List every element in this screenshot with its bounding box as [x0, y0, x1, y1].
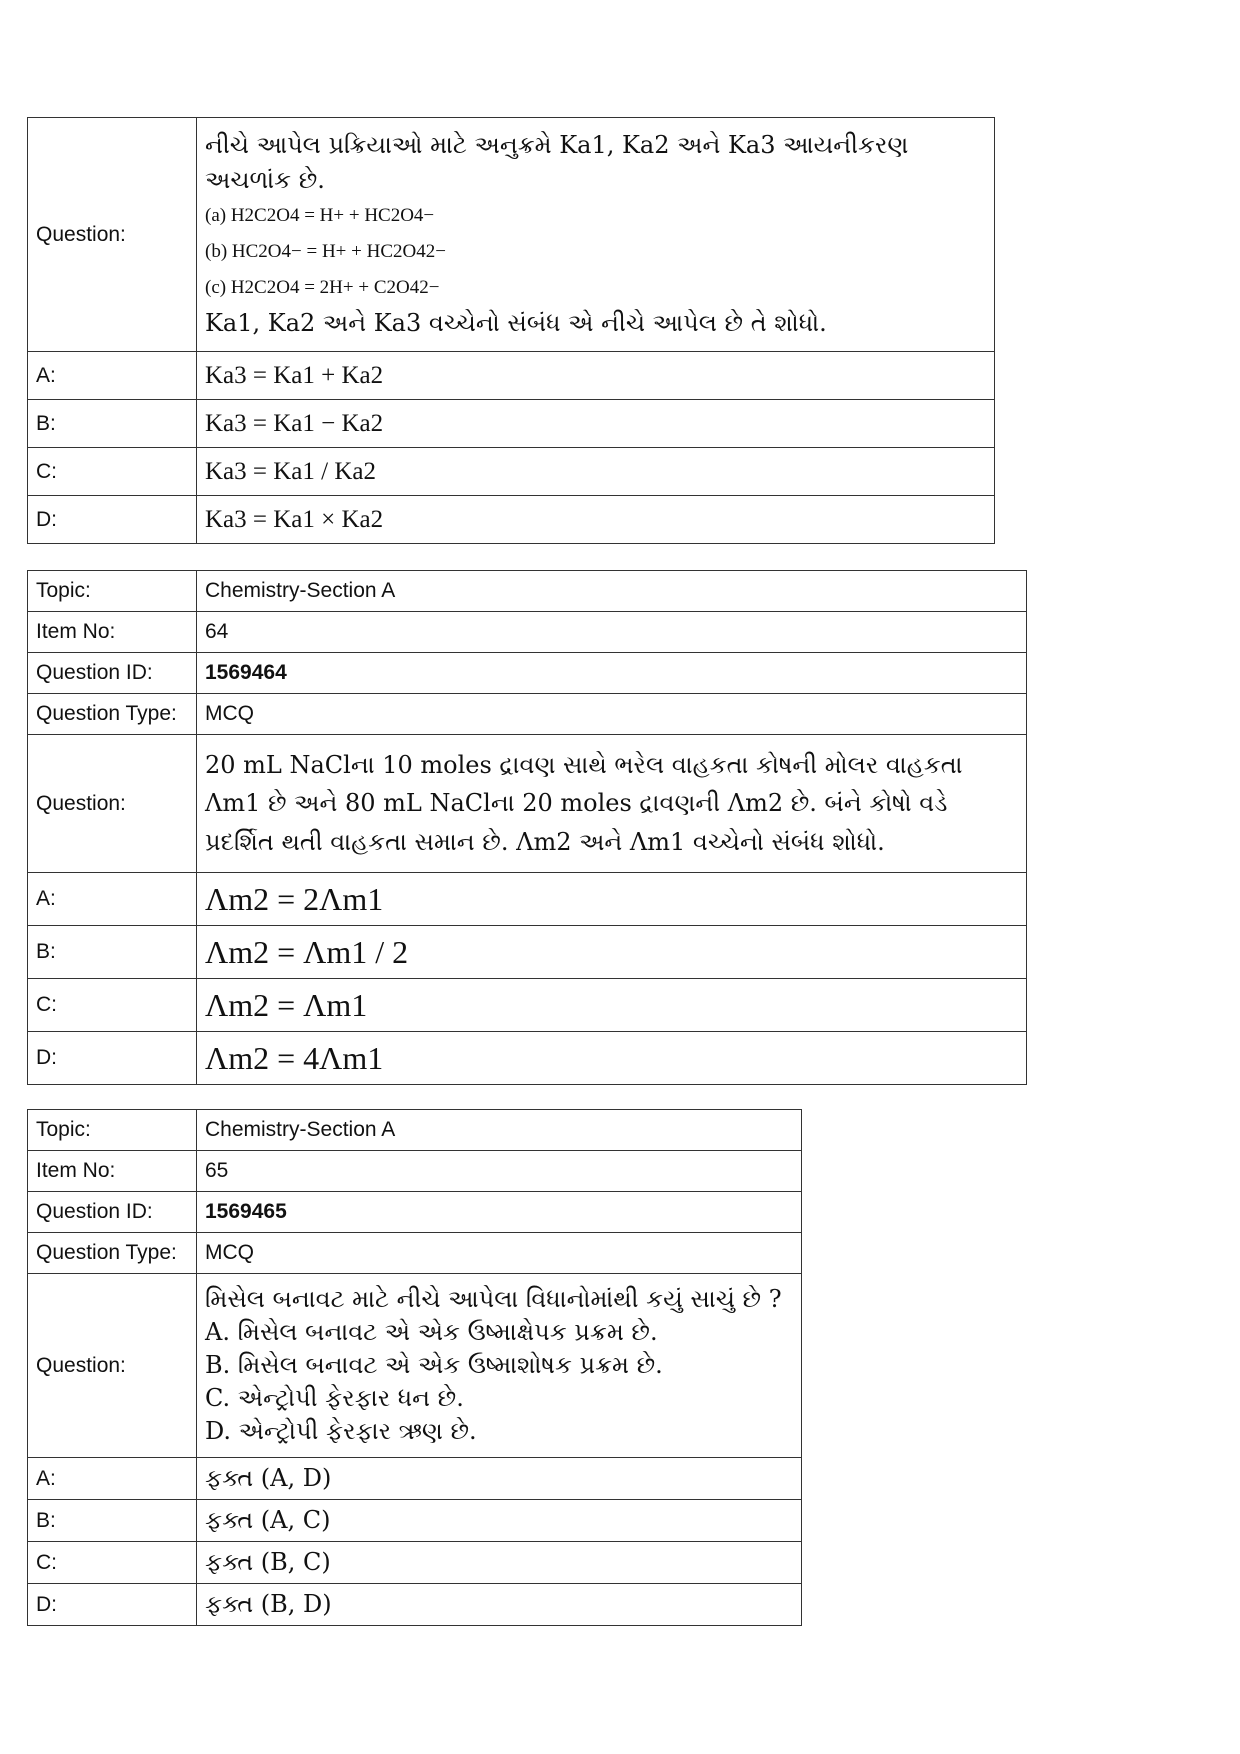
question-id-value	[197, 653, 1027, 694]
question-label: Question:	[28, 118, 197, 352]
question-table-1	[27, 117, 995, 544]
question-type-value: MCQ	[197, 694, 1027, 735]
option-text-c: ફક્ત (B, C)	[197, 1542, 802, 1584]
option-label-a: A:	[28, 873, 197, 926]
question-id-value	[197, 1192, 802, 1233]
option-label-b: B:	[28, 1500, 197, 1542]
option-label-c: C:	[28, 448, 197, 496]
question-ask: Ka1, Ka2 અને Ka3 વચ્ચેનો સંબંધ એ નીચે આપેલ છે તે શોધો.	[205, 309, 827, 338]
question-label: Question:	[28, 735, 197, 873]
question-cell	[197, 118, 995, 352]
option-label-d: D:	[28, 1584, 197, 1626]
topic-value: Chemistry-Section A	[197, 1110, 802, 1151]
statement-d: D. એન્ટ્રોપી ફેરફાર ઋણ છે.	[205, 1417, 477, 1446]
option-text-d: Ka3 = Ka1 × Ka2	[197, 496, 995, 544]
topic-value: Chemistry-Section A	[197, 571, 1027, 612]
option-text-c: Λm2 = Λm1	[197, 979, 1027, 1032]
statement-a: A. મિસેલ બનાવટ એ એક ઉષ્માક્ષેપક પ્રક્રમ છે.	[205, 1317, 658, 1346]
option-label-a: A:	[28, 1458, 197, 1500]
question-cell	[197, 1274, 802, 1458]
question-type-label: Question Type:	[28, 1233, 197, 1274]
question-id-label: Question ID:	[28, 1192, 197, 1233]
option-text-d: ફક્ત (B, D)	[197, 1584, 802, 1626]
question-text: 20 mL NaClના 10 moles દ્રાવણ સાથે ભરેલ વાહકતા કોષની મોલર વાહકતા Λm1 છે અને 80 mL NaClના 20 moles દ્રાવણની Λm2 છે. બંને કોષો વડે પ્રદર્શિત થતી વાહકતા સમાન છે. Λm2 અને Λm1 વચ્ચેનો સંબંધ શોધો.	[197, 735, 1027, 873]
equation-c: (c) H2C2O4 = 2H+ + C2O42−	[205, 276, 440, 298]
option-label-a: A:	[28, 352, 197, 400]
option-text-a: ફક્ત (A, D)	[197, 1458, 802, 1500]
item-no-label: Item No:	[28, 612, 197, 653]
equation-a: (a) H2C2O4 = H+ + HC2O4−	[205, 204, 435, 226]
option-label-b: B:	[28, 400, 197, 448]
option-text-c: Ka3 = Ka1 / Ka2	[197, 448, 995, 496]
option-text-d: Λm2 = 4Λm1	[197, 1032, 1027, 1085]
option-label-c: C:	[28, 1542, 197, 1584]
question-type-value: MCQ	[197, 1233, 802, 1274]
option-text-a: Λm2 = 2Λm1	[197, 873, 1027, 926]
topic-label: Topic:	[28, 571, 197, 612]
statement-b: B. મિસેલ બનાવટ એ એક ઉષ્માશોષક પ્રક્રમ છે.	[205, 1350, 663, 1379]
item-no-label: Item No:	[28, 1151, 197, 1192]
option-label-c: C:	[28, 979, 197, 1032]
option-text-b: Ka3 = Ka1 − Ka2	[197, 400, 995, 448]
option-label-d: D:	[28, 496, 197, 544]
question-type-label: Question Type:	[28, 694, 197, 735]
question-table-3	[27, 1109, 802, 1626]
option-label-b: B:	[28, 926, 197, 979]
option-text-b: Λm2 = Λm1 / 2	[197, 926, 1027, 979]
option-text-b: ફક્ત (A, C)	[197, 1500, 802, 1542]
question-table-2	[27, 570, 1027, 1085]
option-text-a: Ka3 = Ka1 + Ka2	[197, 352, 995, 400]
question-prompt: મિસેલ બનાવટ માટે નીચે આપેલા વિધાનોમાંથી કયું સાચું છે ?	[205, 1284, 782, 1313]
question-intro: નીચે આપેલ પ્રક્રિયાઓ માટે અનુક્રમે Ka1, Ka2 અને Ka3 આયનીકરણ અચળાંક છે.	[205, 131, 909, 194]
item-no-value: 64	[197, 612, 1027, 653]
question-id-text: 1569464	[205, 661, 287, 684]
question-id-label: Question ID:	[28, 653, 197, 694]
statement-c: C. એન્ટ્રોપી ફેરફાર ધન છે.	[205, 1384, 464, 1413]
topic-label: Topic:	[28, 1110, 197, 1151]
option-label-d: D:	[28, 1032, 197, 1085]
item-no-value: 65	[197, 1151, 802, 1192]
equation-b: (b) HC2O4− = H+ + HC2O42−	[205, 240, 446, 262]
question-id-text: 1569465	[205, 1200, 287, 1223]
question-label: Question:	[28, 1274, 197, 1458]
